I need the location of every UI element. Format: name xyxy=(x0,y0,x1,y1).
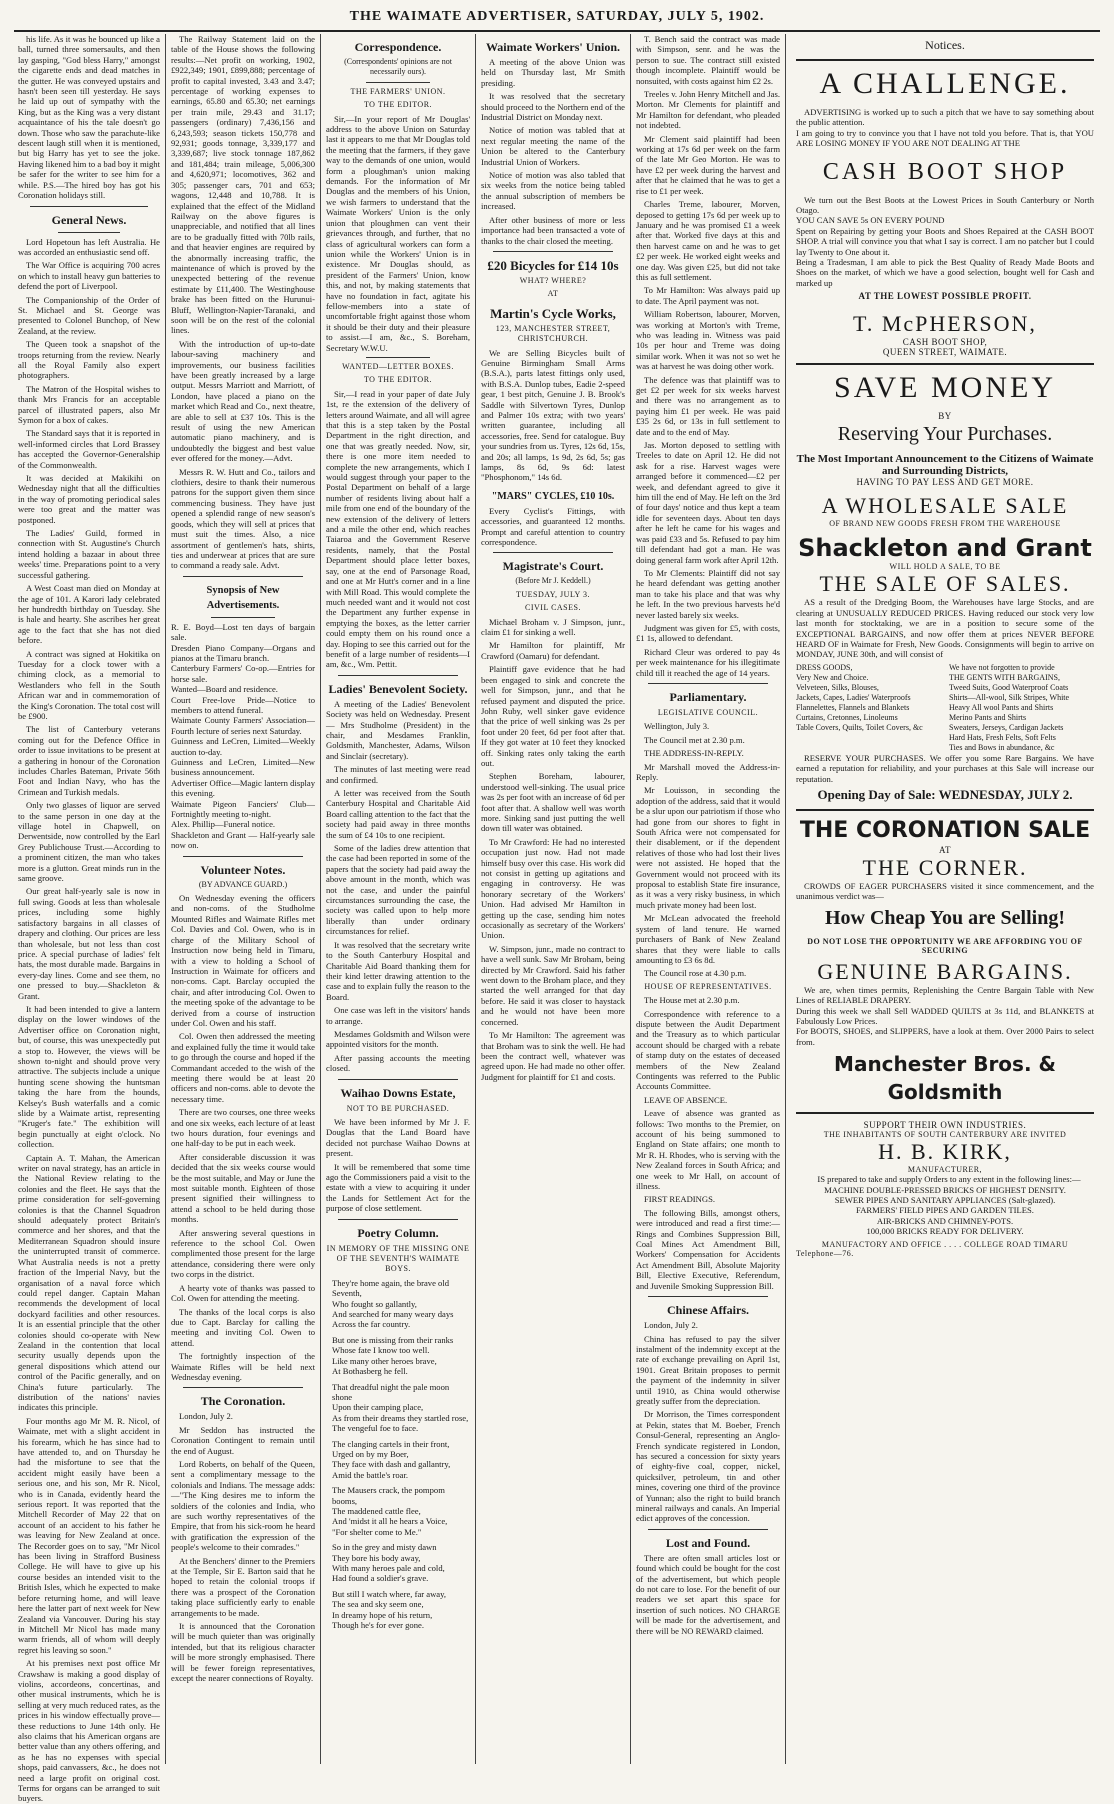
article-paragraph: After answering several questions in reference to the school Col. Owen complimented those present for the large attendance, considering there were only two corps in the district. xyxy=(171,1227,315,1280)
article-paragraph: Correspondence with reference to a dispute between the Audit Department and the Treasury as to which particular account should be charged with a rebate of stamp duty on the estates of deceased members of the New Zealand Contingents was referred to the Public Accounts Committee. xyxy=(636,1008,780,1092)
divider xyxy=(183,856,303,857)
article-paragraph: A meeting of the Ladies' Benevolent Society was held on Wednesday. Present — Mrs Studholme (President) in the chair, and Mesdames Franklin, Goldsmith, Manchester, Adams, Wilson and Sinclair (secretary). xyxy=(326,698,470,761)
subheading: LEGISLATIVE COUNCIL. xyxy=(657,707,759,717)
ad-text: RESERVE YOUR PURCHASES. We offer you some Rare Bargains. We have earned a reputation for reliability, and your purchases at this Sale will increase our reputation. xyxy=(796,752,1094,784)
article-paragraph: Notice of motion was tabled that at next regular meeting the name of the Union be altered to the Canterbury Industrial Union of Workers. xyxy=(481,125,625,167)
masthead: THE WAIMATE ADVERTISER, SATURDAY, JULY 5, 1902. xyxy=(14,6,1100,32)
column-1 xyxy=(14,34,164,1804)
article-paragraph: It was resolved that the secretary should proceed to the Northern end of the Industrial District on Monday next. xyxy=(481,91,625,123)
article-paragraph: At the Benchers' dinner to the Premiers at the Temple, Sir E. Barton said that he hoped to retain the colonial troops if there was a prospect of the Coronation taking place sufficiently early to enable arrangements to be made. xyxy=(171,1555,315,1618)
column-3 xyxy=(322,34,474,1764)
divider xyxy=(796,1112,1094,1114)
waihao-article xyxy=(326,1117,470,1214)
article-paragraph: Wellington, July 3. xyxy=(644,721,710,732)
article-paragraph: Mr Louisson, in seconding the adoption of the address, said that it would be a slur upon our patriotism if those who had gone from our shores to fight in South Africa were not compensated for their disablement, or if the dependent relatives of those who had lost their lives were not assisted. He hoped that the Government would not proceed with its proposal to establish State fire insurance, as it was a very risky business, in which much private money had been lost. xyxy=(636,785,780,910)
divider xyxy=(30,206,148,207)
article-paragraph: On Wednesday evening the officers and non-coms. of the Studholme Mounted Rifles and Waimate Rifles met Col. Davies and Col. Owen, who is in charge of the Military School of Instruction now being held in Timaru, with a view to holding a School of Instruction in Waimate for officers and non-coms. Capt. Barclay occupied the chair, and after introducing Col. Owen to the meeting spoke of the advantage to be derived from a course of instruction under Col. Owen and his staff. xyxy=(171,893,315,1028)
article-paragraph: To Mr Crawford: He had no interested occupation just now. Had not made himself busy over this case. His work did not consist in getting up agitations and engaging in controversy. He was honorary secretary of the Workers' Union. Had advised Mr Hamilton in getting up the case, sending him notes occasionally as secretary of the Workers' Union. xyxy=(481,836,625,941)
poem-stanza: But still I watch where, far away, The sea and sky seem one, In dreamy hope of his return, Though he's for ever gone. xyxy=(332,1588,446,1631)
challenge-headline: A CHALLENGE. xyxy=(819,67,1071,100)
ad-text: Every Cyclist's Fittings, with accessories, and guaranteed 12 months. Prompt and careful attention to country correspondence. xyxy=(481,505,625,548)
kirk-name: H. B. KIRK, xyxy=(878,1139,1012,1165)
article-paragraph: Leave of absence was granted as follows: Two months to the Premier, on account of his being summoned to England on State affairs; one month to Mr R. H. Rhodes, who is serving with the New Zealand forces in South Africa; and one week to Mr Hall, on account of illness. xyxy=(636,1108,780,1192)
ad-heading: £20 Bicycles for £14 10s xyxy=(487,257,619,273)
article-paragraph: Mr Seddon has instructed the Coronation Contingent to remain until the end of August. xyxy=(171,1424,315,1456)
letter-text: Sir,—In your report of Mr Douglas' address to the above Union on Saturday last it appears to me that Mr Douglas told the meeting that the farmers, if they gave way to the demands of one union, would form a ploughman's union making demands. For the information of Mr Douglas and the members of his Union, we wish farmers to understand that the Waimate Workers' Union is the only union that ploughmen can vent their grievances through, and further, that no class of agricultural workers can form a union while the Workers' Union is in existence. Mr Douglas should, as president of the Farmers' Union, know this, and not, by making statements that have no foundation in fact, agitate his fellow-members into a state of uncomfortable fright against those whom it should be their duty and their pleasure to assist.—I am, &c., S. Boreham, Secretary W.W.U. xyxy=(326,113,470,353)
court-case xyxy=(636,89,780,678)
divider xyxy=(796,809,1094,811)
shackleton-name: Shackleton and Grant xyxy=(798,534,1092,563)
article-paragraph: Mr Marshall moved the Address-in-Reply. xyxy=(636,761,780,782)
will-hold: WILL HOLD A SALE, TO BE xyxy=(889,562,1001,572)
announce-headline: The Most Important Announcement to the Citizens of Waimate and Surrounding Districts, xyxy=(796,453,1094,478)
article-paragraph: Dr Morrison, the Times correspondent at Pekin, states that M. Boeber, French Consul-General, representing an Anglo-French syndicate registered in London, has secured a concession for sixty years of eighty-five coal, copper, nickel, quicksilver, petroleum, tin and other mines, covering one third of the province of Yunnan; also the right to build branch mineral railways and canals. An Imperial edict approves of the concession. xyxy=(636,1409,780,1524)
announce-sub: HAVING TO PAY LESS AND GET MORE. xyxy=(856,477,1034,488)
divider xyxy=(648,683,768,684)
news-paragraph: Only two glasses of liquor are served to the same person in one day at the village hotel in Chapwell, on Derwentside, now controlled by the Earl Grey Publichouse Trust.—According to a prominent citizen, the man who takes more is a glutton. Great minds run in the same groove. xyxy=(18,800,160,884)
byline: (BY ADVANCE GUARD.) xyxy=(198,879,288,889)
article-paragraph: Mr Hamilton for plaintiff, Mr Crawford (Oamaru) for defendant. xyxy=(481,640,625,661)
article-paragraph: Some of the ladies drew attention that the case had been reported in some of the papers that the society had paid away the above amount in the month, which was not the case, and under the painful circumstances surrounding the case, the society was called upon to help more liberally than under ordinary circumstances for relief. xyxy=(326,843,470,937)
article-paragraph: It will be remembered that some time ago the Commissioners paid a visit to the estate with a view to acquiring it under the Lands for Settlement Act for the purpose of close settlement. xyxy=(326,1161,470,1214)
article-paragraph: The minutes of last meeting were read and confirmed. xyxy=(326,764,470,785)
court-civil: CIVIL CASES. xyxy=(525,603,581,613)
article-paragraph: A letter was received from the South Canterbury Hospital and Charitable Aid Board calling attention to the fact that the society had paid away in three months the sum of £4 10s to one recipient. xyxy=(326,788,470,840)
cash-boot-headline: CASH BOOT SHOP xyxy=(822,158,1068,185)
article-paragraph: Stephen Boreham, labourer, understood well-sinking. The usual price was 2s per foot with an increase of 6d per foot after that. A shallow well was worth more. Sinking sand just putting the well down till water was obtained. xyxy=(481,771,625,834)
article-paragraph: LEAVE OF ABSENCE. xyxy=(644,1094,728,1105)
coronation-sale-headline: THE CORONATION SALE xyxy=(799,817,1091,843)
general-news-list xyxy=(18,237,160,1804)
article-paragraph: After considerable discussion it was decided that the six weeks course would be the most suitable, and May or June the most suitable month. Eighteen of those present signified their willingness to attend a school to be held during those months. xyxy=(171,1151,315,1225)
divider xyxy=(493,251,613,252)
article-paragraph: London, July 2. xyxy=(179,1411,233,1422)
article-paragraph: Notice of motion was also tabled that six weeks from the notice being tabled the annual subscription of members be increased. xyxy=(481,170,625,212)
news-paragraph: The Ladies' Guild, formed in connection with St. Augustine's Church intend holding a bazaar in about three weeks' time. Preparations point to a very successful gathering. xyxy=(18,528,160,580)
column-2 xyxy=(167,34,319,1764)
article-paragraph: We have been informed by Mr J. F. Douglas that the Land Board have decided not purchase Waihao Downs at present. xyxy=(326,1116,470,1159)
news-paragraph: A West Coast man died on Monday at the age of 101. A Karori lady celebrated her hundredth birthday on Tuesday. She is hale and hearty. She ascribes her great age to the fact that she has not died before. xyxy=(18,583,160,646)
column-rule xyxy=(630,34,631,1764)
letter-salutation: TO THE EDITOR. xyxy=(363,375,433,385)
divider xyxy=(366,357,430,358)
article-paragraph: Charles Treme, labourer, Morven, deposed to getting 17s 6d per week up to January and he was promised £1 a week after that. Worked five days at this and then harvest came on and he was to get £2 per week. He worked eight weeks and one day. Was given £25, but did not take this as full settlement. xyxy=(636,199,780,282)
article-paragraph: China has refused to pay the silver instalment of the indemnity except at the rate of exchange prevailing on April 1st, 1901. Great Britain proposes to permit the payment of the indemnity in silver until 1910, as China would otherwise greatly suffer from the depreciation. xyxy=(636,1333,780,1406)
article-text: Messrs R. W. Hutt and Co., tailors and clothiers, desire to thank their numerous patrons for the support given them since commencing business. They have just opened a splendid range of new season's goods, which they will sell at prices that must suit the times. Also, a nice assortment of gentlemen's hats, shirts, ties and underwear at prices that are sure to command a ready sale. Advt. xyxy=(171,466,315,571)
synopsis-list: R. E. Boyd—Lost ten days of bargain sale. Dresden Piano Company—Organs and pianos at the Timaru branch. Canterbury Farmers' Co-op.—Entries for horse sale. Wanted—Board and residence. Court Free-love Pride—Notice to members to attend funeral. Waimate County Farmers' Association—Fourth lecture of series next Saturday. Guinness and LeCren, Limited—Weekly auction to-day. Guinness and LeCren, Limited—New business announcement. Advertiser Office—Magic lantern display this evening. Waimate Pigeon Fanciers' Club—Fortnightly meeting to-night. Alex. Phillip—Funeral notice. Shackleton and Grant — Half-yearly sale now on. xyxy=(171,621,315,851)
article-paragraph: The fortnightly inspection of the Waimate Rifles will be held next Wednesday evening. xyxy=(171,1351,315,1382)
house-article xyxy=(636,995,780,1291)
section-heading: Lost and Found. xyxy=(665,1535,751,1550)
divider xyxy=(338,1219,458,1220)
section-heading: Synopsis of New Advertisements. xyxy=(206,584,280,611)
news-paragraph: At his premises next post office Mr Crawshaw is making a good display of violins, accordeons, concertinas, and other musical instruments, which he is selling at very much reduced rates, as the prices in his window effectually prove—these reductions to June 14th only. He also claims that his American organs are better value than any others offering, and as he has no expenses with special shops, paid canvassers, &c., he does not need a large profit on original cost. Terms for organs can be arranged to suit buyers. xyxy=(18,1658,160,1804)
parliament-article xyxy=(636,721,780,978)
news-paragraph: The Queen took a snapshot of the troops returning from the review. Nearly all the Royal Family also expert photographers. xyxy=(18,339,160,381)
opening-day: Opening Day of Sale: WEDNESDAY, JULY 2. xyxy=(817,786,1073,802)
article-paragraph: Mr McLean advocated the freehold system of land tenure. He warned purchasers of Bank of New Zealand shares that they were liable to calls amounting to £3 6s 8d. xyxy=(636,913,780,965)
sale-lists xyxy=(796,663,1094,753)
article-paragraph: London, July 2. xyxy=(644,1320,698,1331)
news-paragraph: The War Office is acquiring 700 acres on which to install heavy gun batteries to defend the port of Liverpool. xyxy=(18,260,160,292)
article-paragraph: Judgment was given for £5, with costs, £1 1s, allowed to defendant. xyxy=(636,622,780,644)
section-heading: Waihao Downs Estate, xyxy=(340,1085,456,1100)
article-paragraph: The thanks of the local corps is also due to Capt. Barclay for calling the meeting and inviting Col. Owen to attend. xyxy=(171,1306,315,1348)
divider xyxy=(183,576,303,577)
article-text: There are often small articles lost or found which could be bought for the cost of the advertisement, but which people do not care to lose. For the benefit of our readers we set apart this space for insertion of such notices. NO CHARGE will be made for the advertisement, and there will be NO REWARD claimed. xyxy=(636,1552,780,1636)
ad-text: ADVERTISING is worked up to such a pitch that we have to say something about the public attention. I am going to try to convince you that I have not told you before. That is, that YOU ARE LOSING MONEY IF YOU ARE NOT DEALING AT THE xyxy=(796,107,1094,149)
ad-tagline: "MARS" CYCLES, £10 10s. xyxy=(491,490,615,502)
section-heading: Poetry Column. xyxy=(357,1225,439,1240)
section-heading: Parliamentary. xyxy=(669,689,747,704)
article-paragraph: Mr Clement said plaintiff had been working at 17s 6d per week on the farm of the late Mr Geo Morton. He was to have £2 per week during the harvest and after that he claimed that he was to get a rise to £1 per week. xyxy=(636,133,780,196)
mcpherson-address: QUEEN STREET, WAIMATE. xyxy=(882,347,1008,358)
kirk-sub: MANUFACTURER, xyxy=(907,1165,983,1175)
article-paragraph: Lord Roberts, on behalf of the Queen, sent a complimentary message to the colonials and Indians. The message adds:—"The King desires me to inform the soldiers of the colonies and India, who are such worthy representatives of the Empire, that from his sick-room he heard with gratification the expression of the people's welcome to their comrades." xyxy=(171,1458,315,1553)
article-text: With the introduction of up-to-date labour-saving machinery and improvements, our business facilities have been greatly increased by a large output. Messrs Marriott and Marriott, of London, have placed a piano on the market which Read and Co., next theatre, are able to sell at £37 10s. This is the result of using the new American automatic piano machinery, and is undoubtedly the biggest and best value ever offered for the money.—Advt. xyxy=(171,338,315,464)
article-paragraph: William Robertson, labourer, Morven, was working at Morton's with Treme, who was leading in. Witness was paid 10s per hour and Treme was doing similar work. When it was not so wet he was at harvest he was doing other work. xyxy=(636,309,780,372)
ads-column xyxy=(790,34,1100,1764)
article-text: his life. As it was he bounced up like a ball, turned three somersaults, and then lay gasping, "God bless Harry," amongst the cigarette ends and dead matches in the gutter. He was conveyed upstairs and hasn't been seen till yesterday. He says he laid up out of sympathy with the King, but as the King was a very distant acquaintance of his the tale doesn't go down. Those who saw the parachute-like descent laugh still when it is mentioned, but big Harry has yet to see the joke. Having likened him to a bad boy it might be safer for the writer to see him for a while. P.S.—The hired boy has got his Coronation holidays still. xyxy=(18,34,160,201)
article-text: The Railway Statement laid on the table of the House shows the following results:—Net profit on working, 1902, £922,349; 1901, £899,888; percentage of profit to capital invested, 3.43 and 3.47; percentage of working expenses to earnings, 65.80 and 65.30; net earnings per train mile, 29.43 and 31.17; passengers (ordinary) 7,436,156 and 6,243,593; season tickets 150,778 and 92,931; goods tonnage, 3,339,177 and 3,339,687; live stock tonnage 187,862 and 181,484; train mileage, 5,006,300 and 4,620,971; locomotives, 362 and 305; passenger cars, 701 and 653; wagons, 12,448 and 10,788. It is explained that the effect of the Midland Railway on the above figures is unappreciable, and notified that all lines are to be gradually fitted with 70lb rails, and that heavier engines are required by the abnormally increasing traffic, the maintenance of which is proved by the unexpected bettering of the revenue estimate by £11,400. The Westinghouse brake has been fitted on the Hurunui-Bluff, Wellington-Napier-Taranaki, and soon will be on the rest of the colonial lines. xyxy=(171,34,315,336)
ladies-goods-list: DRESS GOODS, Very New and Choice. Velveteen, Silks, Blouses, Jackets, Capes, Ladies' Waterproofs Flannelettes, Flannels and Blankets Curtains, Cretonnes, Linoleums Table Covers, Quilts, Toilet Covers, &c xyxy=(796,662,923,732)
section-heading: Correspondence. xyxy=(354,40,442,54)
section-heading: General News. xyxy=(51,212,127,227)
column-rule xyxy=(165,34,166,1764)
sale-at: AT xyxy=(939,844,951,855)
article-paragraph: Richard Cleur was ordered to pay 4s per week maintenance for his illegitimate child till it reached the age of 14 years. xyxy=(636,646,780,678)
letter-title: THE FARMERS' UNION. xyxy=(350,86,446,96)
column-rule xyxy=(785,34,786,1764)
letter-text: Sir,—I read in your paper of date July 1st, re the extension of the delivery of letters around Waimate, and all will agree that this is a step taken by the Postal Department in the right direction, and one that was greatly needed. Now, sir, there is one more item needed to complete the new arrangements, which I would suggest through your paper to the Postal Department on behalf of a large number of residents living about half a mile from one end of the boundary of the new extension of the delivery of letters and a mile the other end, which reaches Taiaroa and the Government Reserve residents, namely, that the Postal Department should place letter boxes, say, one at the end of Parsonage Road, and one at Mr Hutt's corner and in a line with Mill Road. This would complete the much needed want and it would not cost the Department any further expense in emptying the boxes, as the letter carrier could empty them on his round once a day. Hoping to see this carried out for the benefit of a large number of residents—I am, &c., Wm. Pettit. xyxy=(326,388,470,670)
notices-heading: Notices. xyxy=(925,38,965,52)
news-paragraph: The Standard says that it is reported in well-informed circles that Lord Brassey has accepted the Governor-Generalship of the Commonwealth. xyxy=(18,428,160,470)
ad-text: AS a result of the Dredging Boom, the Warehouses have large Stocks, and are clearing at UNUSUALLY REDUCED PRICES. Having reduced our stock very low last month for stocktaking, we are in a position to secure some of the EXCEPTIONAL BARGAINS, and now offer them at prices NEVER BEFORE HEARD OF in Waimate for Fresh, New Goods. Consignments will begin to arrive on MONDAY, JUNE 30th, and will consist of xyxy=(796,597,1094,660)
news-paragraph: Lord Hopetoun has left Australia. He was accorded an enthusiastic send off. xyxy=(18,236,160,257)
article-paragraph: Treeles v. John Henry Mitchell and Jas. Morton. Mr Clements for plaintiff and Mr Hamilton for defendant, who pleaded not indebted. xyxy=(636,89,780,131)
genuine-bargains-headline: GENUINE BARGAINS. xyxy=(817,958,1073,984)
ad-shop-name: Martin's Cycle Works, xyxy=(490,305,616,321)
column-5 xyxy=(632,34,784,1764)
poem-stanza: They're home again, the brave old Seventh, Who fought so gallantly, And searched for many weary days Across the far country. xyxy=(332,1277,454,1330)
save-money-headline: SAVE MONEY xyxy=(834,371,1056,405)
divider xyxy=(648,1296,768,1297)
sale-of-sales-headline: THE SALE OF SALES. xyxy=(819,571,1071,597)
news-paragraph: The list of Canterbury veterans coming out for the Defence Office in order to issue invitations to be present at a gathering in honour of the Coronation includes Charles Bateman, Private 56th Foot and Indian Navy, who has the Crimean and Turkish medals. xyxy=(18,724,160,797)
volunteer-notes xyxy=(171,893,315,1382)
article-paragraph: W. Simpson, junr., made no contract to have a well sunk. Saw Mr Broham, being directed by Mr Crawford. Said his father went down to the Broham place, and they started the well arranged for that day before. He said it was closer to haystack and he would not have been more concerned. xyxy=(481,943,625,1027)
poem-stanza: But one is missing from their ranks Whose fate I know too well. Like many other heroes brave, At Bothasberg he fell. xyxy=(332,1334,454,1377)
ad-text: IS prepared to take and supply Orders to any extent in the following lines:— MACHINE DOUBLE-PRESSED BRICKS OF HIGHEST DENSITY. SEWER PIPES AND SANITARY APPLIANCES (Salt-glazed). FARMERS' FIELD PIPES AND GARDEN TILES. AIR-BRICKS AND CHIMNEY-POTS. 100,000 BRICKS READY FOR DELIVERY. xyxy=(817,1174,1081,1237)
subheading: HOUSE OF REPRESENTATIVES. xyxy=(644,981,772,991)
mcpherson-shop: CASH BOOT SHOP, xyxy=(902,337,988,348)
article-paragraph: It is announced that the Coronation will be much quieter than was originally intended, but that its religious character will be more strongly emphasised. There will be fewer foreign representatives, except the nearer connections of Royalty. xyxy=(171,1621,315,1684)
article-paragraph: It was resolved that the secretary write to the South Canterbury Hospital and Charitable Aid Board thanking them for their kind letter drawing attention to the case and to explain fully the reason to the Board. xyxy=(326,939,470,1002)
ad-at: AT xyxy=(547,289,559,299)
column-4 xyxy=(477,34,629,1764)
article-paragraph: To Mr Hamilton: Was always paid up to date. The April payment was not. xyxy=(636,285,780,306)
section-heading: Chinese Affairs. xyxy=(667,1303,749,1318)
the-corner-headline: THE CORNER. xyxy=(862,854,1028,880)
section-heading: Magistrate's Court. xyxy=(502,559,604,574)
column-rule xyxy=(475,34,476,1764)
how-cheap-headline: How Cheap You are Selling! xyxy=(824,906,1066,929)
kirk-footer: MANUFACTORY AND OFFICE . . . . COLLEGE ROAD TIMARU xyxy=(821,1239,1069,1249)
ad-text: We are, when times permits, Replenishing the Centre Bargain Table with New Lines of RELIABLE DRAPERY. During this week we shall Sell WADDED QUILTS at 3s 11d, and BLANKETS at Fabulously Low Prices. For BOOTS, SHOES, and SLIPPERS, have a look at them. Over 2000 Pairs to select from. xyxy=(796,984,1094,1047)
article-paragraph: Mesdames Goldsmith and Wilson were appointed visitors for the month. xyxy=(326,1028,470,1050)
section-heading: The Coronation. xyxy=(200,1394,286,1409)
news-paragraph: It was decided at Makikihi on Wednesday night that all the difficulties in the way of promoting periodical sales were too great and the matter was postponed. xyxy=(18,473,160,525)
divider xyxy=(183,1387,303,1388)
article-paragraph: A hearty vote of thanks was passed to Col. Owen for attending the meeting. xyxy=(171,1282,315,1304)
divider xyxy=(58,232,120,233)
article-paragraph: A meeting of the above Union was held on Thursday last, Mr Smith presiding. xyxy=(481,57,625,88)
divider xyxy=(338,675,458,676)
poem-stanza: So in the grey and misty dawn They bore his body away, With many heroes pale and cold, Had found a soldier's grave. xyxy=(332,1542,445,1584)
article-paragraph: The House met at 2.30 p.m. xyxy=(644,995,740,1006)
article-paragraph: The Council met at 2.30 p.m. xyxy=(644,734,745,745)
ad-text: CROWDS OF EAGER PURCHASERS visited it since commencement, and the unanimous verdict was— xyxy=(796,880,1094,902)
ad-text: We are Selling Bicycles built of Genuine Birmingham Small Arms (B.S.A.), parts latest fittings only used, with B.S.A. Dunlop tubes, Eadie 2-speed gear, 1 best pitch, Genuine J. B. Brook's Saddle with Silvertown Tyres, Dunlop and Palmer 10s extra; with two years' written guarantee, including all accessories, free. Send for catalogue. Buy your sundries from us. Tyres, 12s 6d, 15s, and 20s; all lamps, 1s 9d, 2s 6d, 5s; gas lamps, 8s 6d, 9s 6d: latest "Phosphonom," 14s 6d. xyxy=(481,347,625,483)
divider xyxy=(211,617,275,618)
court-article xyxy=(481,617,625,1082)
section-heading: Waimate Workers' Union. xyxy=(485,40,621,54)
mcpherson-name: T. McPHERSON, xyxy=(853,311,1037,337)
divider xyxy=(366,82,430,83)
letter-title: WANTED—LETTER BOXES. xyxy=(342,361,454,371)
poem-stanza: The Mausers crack, the pompom booms, The maddened cattle flee, And 'midst it all he hears a Voice, "For shelter come to Me." xyxy=(332,1485,448,1537)
article-paragraph: The defence was that plaintiff was to get £2 per week for six weeks harvest and there was no arrangement as to paying him £1 per week. He was paid £35 2s 6d, or 13s in full settlement to date and to the end of May. xyxy=(636,374,780,437)
letter-salutation: TO THE EDITOR. xyxy=(363,100,433,110)
ad-question: WHAT? WHERE? xyxy=(519,275,587,285)
column-rule xyxy=(320,34,321,1764)
divider xyxy=(493,552,613,553)
wholesale-sub: OF BRAND NEW GOODS FRESH FROM THE WAREHOUSE xyxy=(829,519,1061,529)
article-paragraph: Plaintiff gave evidence that he had been engaged to sink and concrete the well for Simpson, junr., and that he refused payment and disputed the price. John Ruby, well sinker gave evidence that the price of well sinking was 2s per foot under 20 feet, 6d per foot after that. If they got water at 10 feet they knocked off. Sinking rates only taking the earth out. xyxy=(481,664,625,768)
section-heading: Volunteer Notes. xyxy=(200,862,286,877)
article-paragraph: After passing accounts the meeting closed. xyxy=(326,1052,470,1074)
inhabitants: THE INHABITANTS OF SOUTH CANTERBURY ARE INVITED xyxy=(823,1130,1067,1140)
telephone: Telephone—76. xyxy=(796,1248,854,1258)
poem xyxy=(326,1278,470,1631)
news-paragraph: The Companionship of the Order of St. Michael and St. George was presented to Colonel Bunchop, of New Zealand, at the review. xyxy=(18,294,160,336)
section-heading: Ladies' Benevolent Society. xyxy=(328,681,468,696)
divider xyxy=(796,59,1094,61)
article-paragraph: Col. Owen then addressed the meeting and explained fully the time it would take to go through the course and hoped if the Commandant acceded to the wish of the meeting there would be at least 20 officers and non-coms. able to devote the necessary time. xyxy=(171,1031,315,1104)
court-sub: (Before Mr J. Keddell.) xyxy=(515,576,591,586)
save-reserve: Reserving Your Purchases. xyxy=(837,423,1053,446)
workers-article xyxy=(481,57,625,246)
divider xyxy=(796,363,1094,365)
article-paragraph: The following Bills, amongst others, were introduced and read a first time:—Rings and Combines Suppression Bill, Coal Mines Act Amendment Bill, Workers' Compensation for Accidents Act Amendment Bill, Absolute Majority Bill, Elective Executive, Referendum, and Juvenile Smoking Suppression Bill. xyxy=(636,1207,780,1291)
poem-title: IN MEMORY OF THE MISSING ONE OF THE SEVENTH'S WAIMATE BOYS. xyxy=(326,1243,470,1274)
ad-tagline: AT THE LOWEST POSSIBLE PROFIT. xyxy=(858,291,1032,302)
wholesale-headline: A WHOLESALE SALE xyxy=(821,493,1069,519)
article-paragraph: To Mr Clements: Plaintiff did not say he heard defendant was getting another man to take his place and that was why he left. In the two previous harvests he'd never lasted barely six weeks. xyxy=(636,567,780,620)
ladies-article xyxy=(326,699,470,1074)
save-by: BY xyxy=(938,411,952,422)
article-paragraph: Michael Broham v. J Simpson, junr., claim £1 for sinking a well. xyxy=(481,616,625,638)
news-paragraph: The Matron of the Hospital wishes to thank Mrs Francis for an acceptable parcel of illustrated papers, also Mr Symon for a box of cakes. xyxy=(18,383,160,425)
news-paragraph: Four months ago Mr M. R. Nicol, of Waimate, met with a slight accident in his forearm, which he has since had to have attended to, and on Thursday he had the misfortune to see that the accident might easily have been a serious one, and his son, Mr R. Nicol, who is in Canada, evidently heard the serious report. It was reported that the Mitchell Recorder of May 22 that on account of an accident to his father he was leaving for New Zealand at once. The Recorder goes on to say, "Mr Nicol has been living in Strafford Business College. He will have to give up his course besides an intended visit to the British Isles, which he expected to make before returning home, and will leave here the latter part of next week for New Zealand via Vancouver. During his stay in Mitchell Mr Nicol has made many warm friends, all of whom will deeply regret his leaving so soon." xyxy=(18,1415,160,1655)
article-text: T. Bench said the contract was made with Simpson, senr. and he was the person to sue. The contract still existed though incomplete. Plaintiff would be nonsuited, with costs against him £2 2s. xyxy=(636,34,780,86)
article-paragraph: To Mr Hamilton: The agreement was that Broham was to sink the well. He had been the contract well, whatever was agreed upon. He had made no other offer. Judgment for plaintiff for £1 and costs. xyxy=(481,1030,625,1082)
article-paragraph: FIRST READINGS. xyxy=(644,1194,715,1205)
article-paragraph: One case was left in the visitors' hands to arrange. xyxy=(326,1005,470,1026)
poem-stanza: That dreadful night the pale moon shone Upon their camping place, As from their dreams they startled rose, The vengeful foe to face. xyxy=(332,1381,469,1434)
manchester-name: Manchester Bros. & Goldsmith xyxy=(834,1052,1056,1105)
subheading: NOT TO BE PURCHASED. xyxy=(346,1103,450,1113)
divider xyxy=(338,1079,458,1080)
article-paragraph: Jas. Morton deposed to settling with Treeles to date on April 12. He did not ask for a rise. Harvest wages were arranged before it commenced—£2 per week, and defendant agreed to give it him till the end of May. He left on the 3rd of four days' notice and thus kept a team idle for seventeen days. About ten days after he left he came for his wages and was paid £33 and 5s. Refused to pay him till defendant had got a man. He was doing general farm work after April 12th. xyxy=(636,440,780,565)
article-paragraph: After other business of more or less importance had been transacted a vote of thanks to the chair closed the meeting. xyxy=(481,214,625,246)
divider xyxy=(648,1529,768,1530)
gents-goods-list: We have not forgotten to provide THE GENTS WITH BARGAINS, Tweed Suits, Good Waterproof Coats Shirts—All-wool, Silk Stripes, White Heavy All wool Pants and Shirts Merino Pants and Shirts Sweaters, Jerseys, Cardigan Jackets Hard Hats, Fresh Felts, Soft Felts Ties and Bows in abundance, &c xyxy=(949,662,1070,752)
news-paragraph: Our great half-yearly sale is now in full swing. Goods at less than wholesale prices, including some highly satisfactory bargains in all classes of drapery and clothing. Our prices are less than wholesale, but not less than cost price. A special purchase of ladies' felt hats, the most durable made. Bargains in every-day lines. Come and see them, no one pressed to buy.—Shackleton & Grant. xyxy=(18,886,160,1001)
support-industries: SUPPORT THEIR OWN INDUSTRIES. xyxy=(863,1120,1027,1131)
article-paragraph: There are two courses, one three weeks and one six weeks, each lecture of at least two hours duration, four evenings and one half-day to be put in each week. xyxy=(171,1107,315,1149)
chinese-article xyxy=(636,1320,780,1524)
poem-stanza: The clanging cartels in their front, Urged on by my Boer, They face with dash and gallantry, Amid the battle's roar. xyxy=(332,1438,451,1480)
coronation-article xyxy=(171,1411,315,1683)
news-paragraph: A contract was signed at Hokitika on Tuesday for a clock tower with a chiming clock, as a memorial to Westlanders who fell in the South African war and in commemoration of the King's Coronation. The total cost will be £900. xyxy=(18,648,160,721)
article-paragraph: THE ADDRESS-IN-REPLY. xyxy=(644,748,744,759)
ad-text: We turn out the Best Boots at the Lowest Prices in South Canterbury or North Otago. YOU CAN SAVE 5s ON EVERY POUND Spent on Repairing by getting your Boots and Shoes Repaired at the CASH BOOT SHOP. A trial will convince you that what I say is correct. I am no patcher but I could lay Twenty to One about it. Being a Tradesman, I am able to pick the Best Quality of Ready Made Boots and Shoes on the market, of which we have a good selection, bought well for Cash and marked up xyxy=(796,194,1094,288)
court-date: TUESDAY, JULY 3. xyxy=(515,589,591,599)
disclaimer: (Correspondents' opinions are not necessarily ours). xyxy=(344,57,452,77)
news-paragraph: Captain A. T. Mahan, the American writer on naval strategy, has an article in the National Review relating to the colonies and the fleet. He says that the prime consideration for self-governing colonies is that the Channel Squadron should adequately protect Britain's commerce and her shores, and that the Mediterranean Squadron should insure the uninterrupted transit of commerce. What Australia needs is not a pretty fraction of the Imperial Navy, but the organisation of a naval force which could repel danger. Captain Mahan recommends the development of local dockyard facilities and other resources. It is an essential principle that the other colonies should co-operate with New Zealand in the contention that local security usually depends upon the general dispositions which attend our control of the Pacific generally, and on China's future particularly. The distribution of the nations' navies indicates this principle. xyxy=(18,1152,160,1413)
article-paragraph: The Council rose at 4.30 p.m. xyxy=(644,968,747,979)
ad-address: 123, MANCHESTER STREET, CHRISTCHURCH. xyxy=(495,323,611,344)
news-paragraph: It had been intended to give a lantern display on the lower windows of the Advertiser office on Coronation night, but, of course, this was unexpectedly put a stop to. However, the views will be shown to-night and should prove very attractive. The subjects include a unique hunting scene showing the huntsman taking the hare from the hounds, Kelsey's Bush waterfalls and a comic slide by a Waimate artist, representing "Kruger's fate." The exhibition will begin punctually at eight o'clock. No collection. xyxy=(18,1003,160,1150)
do-not-lose: DO NOT LOSE THE OPPORTUNITY WE ARE AFFORDING YOU OF SECURING xyxy=(807,936,1083,955)
